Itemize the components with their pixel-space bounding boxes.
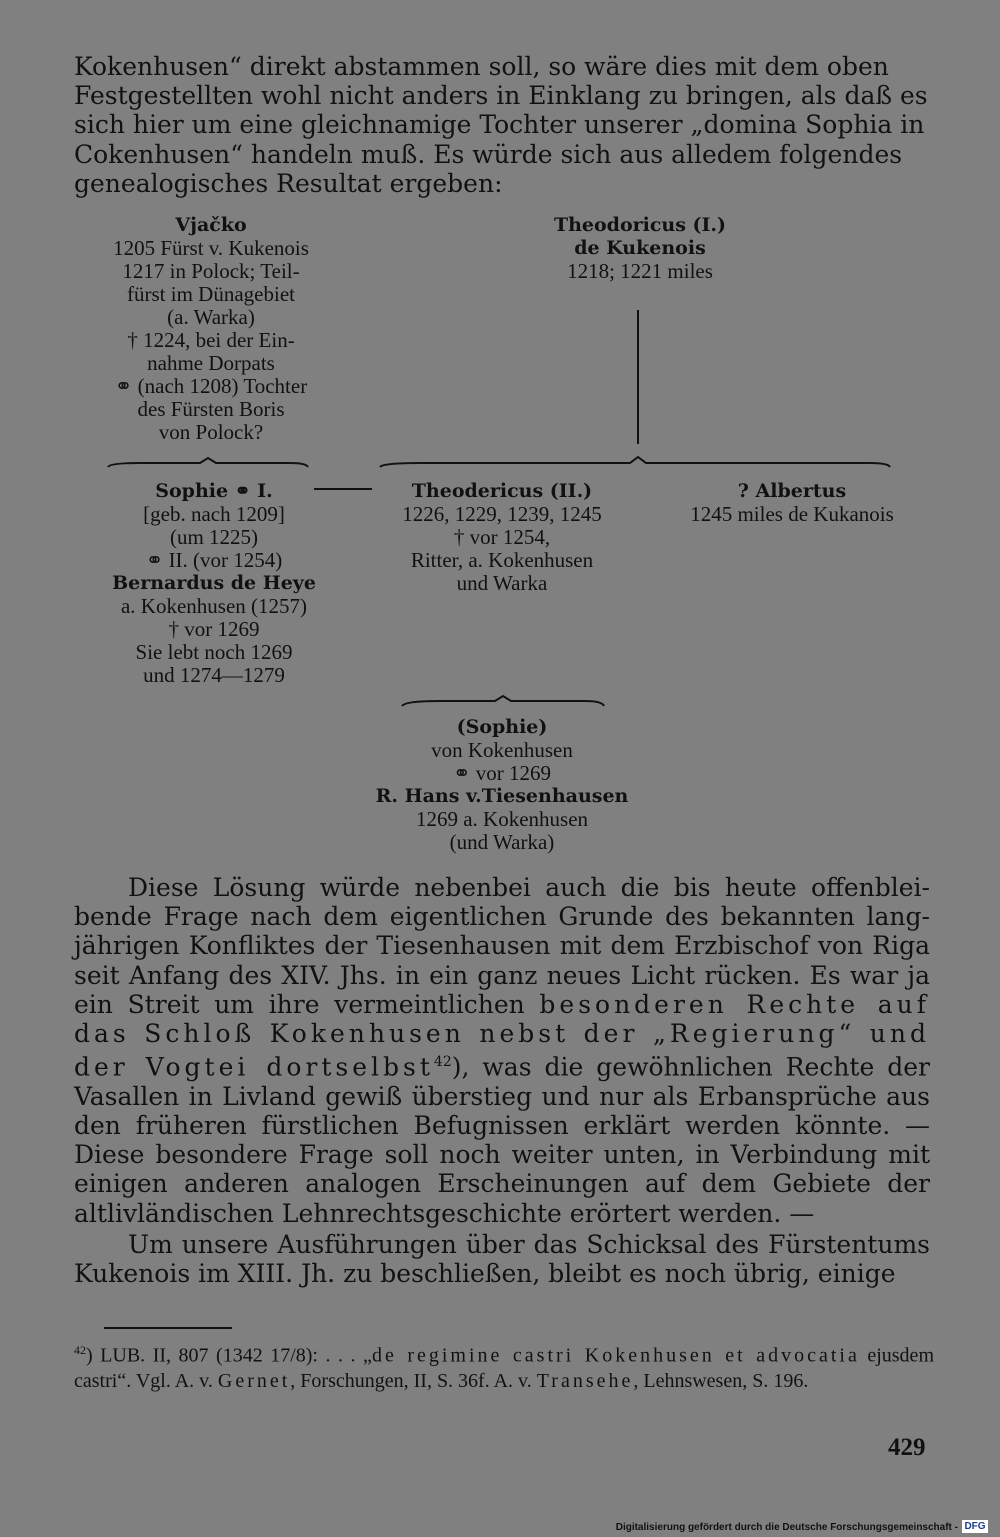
body-text: Diese Lösung würde nebenbei auch die bis heute offenbleibende Frage nach dem eigentlichen Grunde des bekannten langjährigen Konfliktes der Tiesenhausen mit dem Erzbischof von Riga seit Anfang des XIV. Jhs. in ein ganz neues Licht rücken. Es war ja ein Streit um ihre vermeintlichen — [74, 873, 930, 1019]
person-detail: 1269 a. Kokenhusen — [415, 807, 589, 831]
body-text: ), was die gewöhnlichen Rechte der Vasallen in Livland gewiß überstieg und nur als Erbansprüche aus den früheren fürstlichen Befugnissen erklärt werden könnte. — Diese besondere Frage soll noch weiter unten, in Verbindung mit einigen anderen analogen Erscheinungen auf dem Gebiete der altlivländischen Lehnrechtsgeschichte erörtert werden. — — [74, 1052, 930, 1228]
person-name: ? Albertus — [737, 480, 847, 502]
intro-line: genealogisches Resultat ergeben: — [74, 168, 503, 198]
person-detail: und Warka — [456, 571, 548, 595]
person-detail: 1245 miles de Kukanois — [690, 502, 894, 526]
digitization-credit: Digitalisierung gefördert durch die Deutsche Forschungsgemeinschaft - — [615, 1522, 958, 1533]
person-name: Vjačko — [175, 214, 247, 236]
footnote-ref: 42 — [433, 1054, 452, 1071]
brace-theodoricus — [380, 457, 890, 467]
footnote-text: , Forschungen, II, S. 36f. A. v. — [290, 1369, 537, 1392]
person-name: Sophie ⚭ I. — [155, 480, 273, 502]
footnote-mark: 42 — [74, 1343, 86, 1357]
body-paragraph-2: Um unsere Ausführungen über das Schicksal des Fürstentums Kukenois im XIII. Jh. zu beschließen, bleibt es noch übrig, einige — [74, 1229, 930, 1288]
person-detail: 1226, 1229, 1239, 1245 — [402, 502, 602, 526]
dfg-logo: DFG — [962, 1520, 988, 1533]
person-detail: (um 1225) — [169, 525, 259, 549]
person-detail: nahme Dorpats — [147, 351, 275, 375]
footnote-text: ejusdem castri“. Vgl. A. v. — [74, 1344, 934, 1392]
footnote-spaced: Gernet — [217, 1369, 291, 1392]
person-detail: von Polock? — [158, 420, 264, 444]
person-theodericus-2 — [362, 480, 642, 595]
person-detail: des Fürsten Boris — [137, 397, 285, 421]
person-detail: a. Kokenhusen (1257) — [120, 594, 308, 618]
spaced-text: besonderen Rechte auf das Schloß Kokenhusen nebst der „Regierung“ und der Vogtei dortselbst — [74, 989, 930, 1082]
person-detail: ⚭ II. (vor 1254) — [145, 548, 283, 572]
footnote-text: ) LUB. II, 807 (1342 17/8): . . . „ — [86, 1344, 372, 1367]
person-name: (Sophie) — [456, 716, 548, 738]
person-albertus — [650, 480, 934, 526]
intro-line: Kokenhusen“ direkt abstammen soll, so wäre dies mit dem oben — [74, 52, 889, 81]
person-detail: † 1224, bei der Ein- — [127, 328, 295, 352]
person-detail: † vor 1269 — [168, 617, 260, 641]
person-detail: ⚭ (nach 1208) Tochter — [114, 374, 308, 398]
person-detail: ⚭ vor 1269 — [452, 761, 552, 785]
person-detail: 1217 in Polock; Teil- — [122, 259, 300, 283]
brace-sophie2 — [402, 696, 604, 706]
footnote-spaced: de regimine castri Kokenhusen et advocatia — [371, 1344, 860, 1367]
person-detail: (a. Warka) — [167, 305, 255, 329]
person-name: Theodoricus (I.) — [553, 214, 727, 236]
footnote-spaced: Transehe — [536, 1369, 634, 1392]
intro-line: sich hier um eine gleichnamige Tochter unserer „domina Sophia in — [74, 110, 925, 140]
intro-line: Festgestellten wohl nicht anders in Einklang zu bringen, als daß es — [74, 81, 928, 111]
person-theodoricus-1 — [530, 214, 750, 283]
person-vjacko — [75, 214, 347, 444]
person-detail: und 1274—1279 — [143, 663, 285, 687]
spouse-name: Bernardus de Heye — [112, 572, 316, 594]
person-detail: [geb. nach 1209] — [143, 502, 285, 526]
person-detail: fürst im Dünagebiet — [127, 282, 295, 306]
person-detail: Sie lebt noch 1269 — [135, 640, 293, 664]
person-detail: † vor 1254, — [453, 525, 551, 549]
page-number: 429 — [888, 1434, 926, 1461]
body-paragraphs — [74, 873, 930, 1288]
body-paragraph-1 — [74, 873, 930, 1228]
brace-vjacko — [108, 458, 308, 467]
person-sophie — [74, 480, 354, 687]
person-detail: 1205 Fürst v. Kukenois — [113, 236, 309, 260]
spouse-name: R. Hans v.Tiesenhausen — [375, 785, 629, 807]
person-detail: Ritter, a. Kokenhusen — [410, 548, 594, 572]
person-detail: 1218; 1221 miles — [567, 259, 713, 283]
intro-line: Cokenhusen“ handeln muß. Es würde sich aus alledem folgendes — [74, 139, 903, 169]
footnote — [74, 1338, 934, 1394]
person-name: Theodericus (II.) — [411, 480, 593, 502]
footnote-text: , Lehnswesen, S. 196. — [633, 1369, 809, 1392]
person-detail: von Kokenhusen — [431, 738, 573, 762]
person-name-suffix: de Kukenois — [574, 237, 706, 259]
person-sophie-2 — [352, 716, 652, 854]
person-detail: (und Warka) — [449, 830, 555, 854]
